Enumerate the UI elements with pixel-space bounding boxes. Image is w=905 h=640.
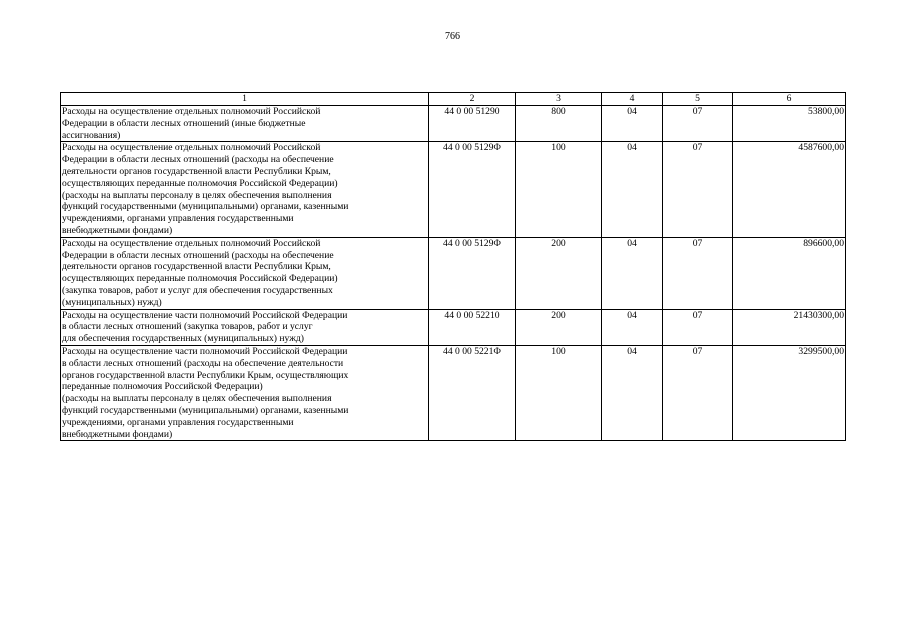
table-row: [61, 237, 846, 309]
row-description: Расходы на осуществление части полномочий Российской Федерации в области лесных отношений (закупка товаров, работ и услуг для обеспечения государственных (муниципальных) нужд): [61, 309, 429, 345]
row-description: Расходы на осуществление отдельных полномочий Российской Федерации в области лесных отношений (расходы на обеспечение деятельности органов государственной власти Республики Крым, осуществляющих переданные полномочия Российской Федерации) (закупка товаров, работ и услуг для обеспечения государственных (муниципальных) нужд): [61, 237, 429, 309]
row-target-code: 44 0 00 52210: [429, 309, 516, 345]
table-row: [61, 309, 846, 345]
column-header-2: 2: [429, 93, 516, 106]
table-row: [61, 345, 846, 440]
row-target-code: 44 0 00 5129Ф: [429, 142, 516, 237]
row-section: 04: [602, 142, 663, 237]
row-description: Расходы на осуществление отдельных полномочий Российской Федерации в области лесных отношений (иные бюджетные ассигнования): [61, 106, 429, 142]
row-expense-type: 200: [516, 309, 602, 345]
column-header-4: 4: [602, 93, 663, 106]
row-subsection: 07: [663, 142, 733, 237]
row-expense-type: 800: [516, 106, 602, 142]
row-amount: 4587600,00: [733, 142, 846, 237]
column-header-6: 6: [733, 93, 846, 106]
row-section: 04: [602, 309, 663, 345]
column-header-5: 5: [663, 93, 733, 106]
row-target-code: 44 0 00 5221Ф: [429, 345, 516, 440]
row-expense-type: 200: [516, 237, 602, 309]
row-subsection: 07: [663, 237, 733, 309]
table-row: [61, 106, 846, 142]
row-subsection: 07: [663, 106, 733, 142]
table-row: [61, 142, 846, 237]
row-expense-type: 100: [516, 345, 602, 440]
row-subsection: 07: [663, 309, 733, 345]
row-amount: 53800,00: [733, 106, 846, 142]
row-section: 04: [602, 345, 663, 440]
row-target-code: 44 0 00 51290: [429, 106, 516, 142]
row-amount: 3299500,00: [733, 345, 846, 440]
column-header-1: 1: [61, 93, 429, 106]
row-expense-type: 100: [516, 142, 602, 237]
row-description: Расходы на осуществление части полномочий Российской Федерации в области лесных отношений (расходы на обеспечение деятельности органов государственной власти Республики Крым, осуществляющих переданные полномочия Российской Федерации) (расходы на выплаты персоналу в целях обеспечения выполнения функций государственными (муниципальными) органами, казенными учреждениями, органами управления государственными внебюджетными фондами): [61, 345, 429, 440]
table-header: [61, 93, 846, 106]
row-amount: 896600,00: [733, 237, 846, 309]
header-row: [61, 93, 846, 106]
row-section: 04: [602, 237, 663, 309]
row-description: Расходы на осуществление отдельных полномочий Российской Федерации в области лесных отношений (расходы на обеспечение деятельности органов государственной власти Республики Крым, осуществляющих переданные полномочия Российской Федерации) (расходы на выплаты персоналу в целях обеспечения выполнения функций государственными (муниципальными) органами, казенными учреждениями, органами управления государственными внебюджетными фондами): [61, 142, 429, 237]
row-target-code: 44 0 00 5129Ф: [429, 237, 516, 309]
row-amount: 21430300,00: [733, 309, 846, 345]
column-header-3: 3: [516, 93, 602, 106]
row-section: 04: [602, 106, 663, 142]
budget-table: [60, 92, 846, 441]
page-number: 766: [445, 31, 460, 42]
row-subsection: 07: [663, 345, 733, 440]
table-body: [61, 106, 846, 441]
